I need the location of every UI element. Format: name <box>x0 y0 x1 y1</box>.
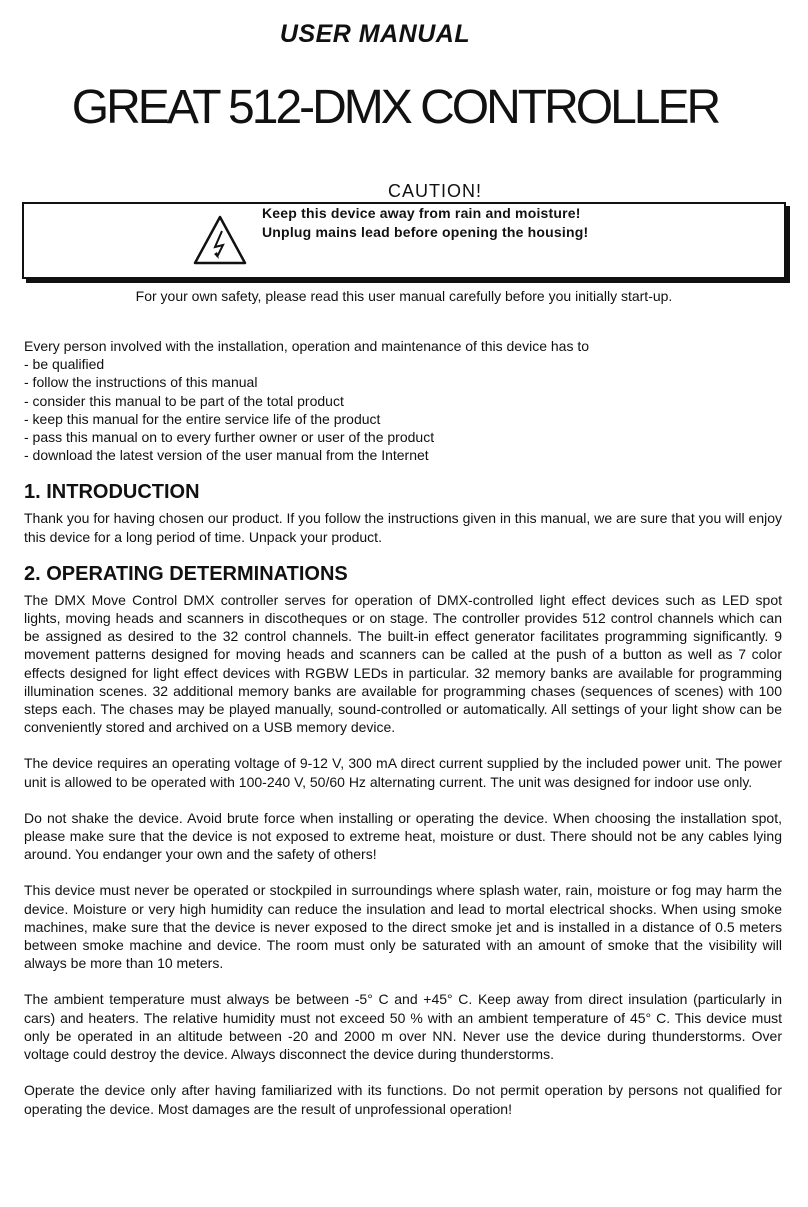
list-item: - consider this manual to be part of the total product <box>24 392 344 409</box>
operating-paragraph-4: This device must never be operated or stockpiled in surroundings where splash water, rain, moisture or fog may harm the device. Moisture or very high humidity can reduce the insulation and lead to mortal electrical shocks. When using smoke machines, make sure that the device is never exposed to the direct smoke jet and is installed in a distance of 0.5 meters between smoke machine and device. The room must only be saturated with an amount of smoke that the visibility will always be more than 10 meters. <box>24 882 782 972</box>
requirements-list <box>24 355 782 464</box>
section-heading-operating-determinations: 2. OPERATING DETERMINATIONS <box>24 562 348 585</box>
list-item: - pass this manual on to every further owner or user of the product <box>24 429 435 446</box>
caution-line-unplug: Unplug mains lead before opening the housing! <box>262 224 589 240</box>
caution-text <box>262 204 588 242</box>
document-label: USER MANUAL <box>279 20 471 48</box>
requirements-intro: Every person involved with the installation, operation and maintenance of this device has to <box>24 338 590 354</box>
list-item: - be qualified <box>24 356 105 373</box>
caution-line-rain: Keep this device away from rain and moisture! <box>262 205 581 221</box>
list-item: - download the latest version of the user manual from the Internet <box>24 447 429 464</box>
high-voltage-warning-icon <box>192 214 248 266</box>
list-item: - follow the instructions of this manual <box>24 374 258 391</box>
introduction-paragraph: Thank you for having chosen our product. If you follow the instructions given in this manual, we are sure that you will enjoy this device for a long period of time. Unpack your product. <box>24 510 782 545</box>
document-title: GREAT 512-DMX CONTROLLER <box>71 81 719 134</box>
operating-paragraph-5: The ambient temperature must always be between -5° C and +45° C. Keep away from direct insulation (particularly in cars) and heaters. The relative humidity must not exceed 50 % with an ambient temperature of 45° C. This device must only be operated in an altitude between -20 and 2000 m over NN. Never use the device during thunderstorms. Over voltage could destroy the device. Always disconnect the device during thunderstorms. <box>24 991 782 1063</box>
operating-paragraph-6: Operate the device only after having familiarized with its functions. Do not permit operation by persons not qualified for operating the device. Most damages are the result of unprofessional operation! <box>24 1082 782 1117</box>
operating-paragraph-3: Do not shake the device. Avoid brute force when installing or operating the device. When choosing the installation spot, please make sure that the device is not exposed to extreme heat, moisture or dust. There should not be any cables lying around. You endanger your own and the safety of others! <box>24 809 782 863</box>
list-item: - keep this manual for the entire service life of the product <box>24 410 381 427</box>
manual-body <box>24 337 782 1118</box>
caution-box <box>22 202 786 279</box>
safety-note: For your own safety, please read this user manual carefully before you initially start-up. <box>135 288 673 304</box>
operating-paragraph-2: The device requires an operating voltage of 9-12 V, 300 mA direct current supplied by the included power unit. The power unit is allowed to be operated with 100-240 V, 50/60 Hz alternating current. The unit was designed for indoor use only. <box>24 755 782 790</box>
section-heading-introduction: 1. INTRODUCTION <box>24 481 200 504</box>
operating-paragraph-1: The DMX Move Control DMX controller serves for operation of DMX-controlled light effect devices such as LED spot lights, moving heads and scanners in discotheques or on stage. The controller provides 512 control channels which can be assigned as desired to the 32 control channels. The built-in effect generator facilitates programming significantly. 9 movement patterns designed for moving heads and scanners can be called at the push of a button as well as 7 color effects designed for light effect devices with RGBW LEDs in particular. 32 memory banks are available for programming illumination scenes. 32 additional memory banks are available for programming chases (sequences of scenes) with 100 steps each. The chases may be played manually, sound-controlled or automatically. All settings of your light show can be conveniently stored and archived on a USB memory device. <box>24 591 782 736</box>
caution-title: CAUTION! <box>388 181 483 201</box>
